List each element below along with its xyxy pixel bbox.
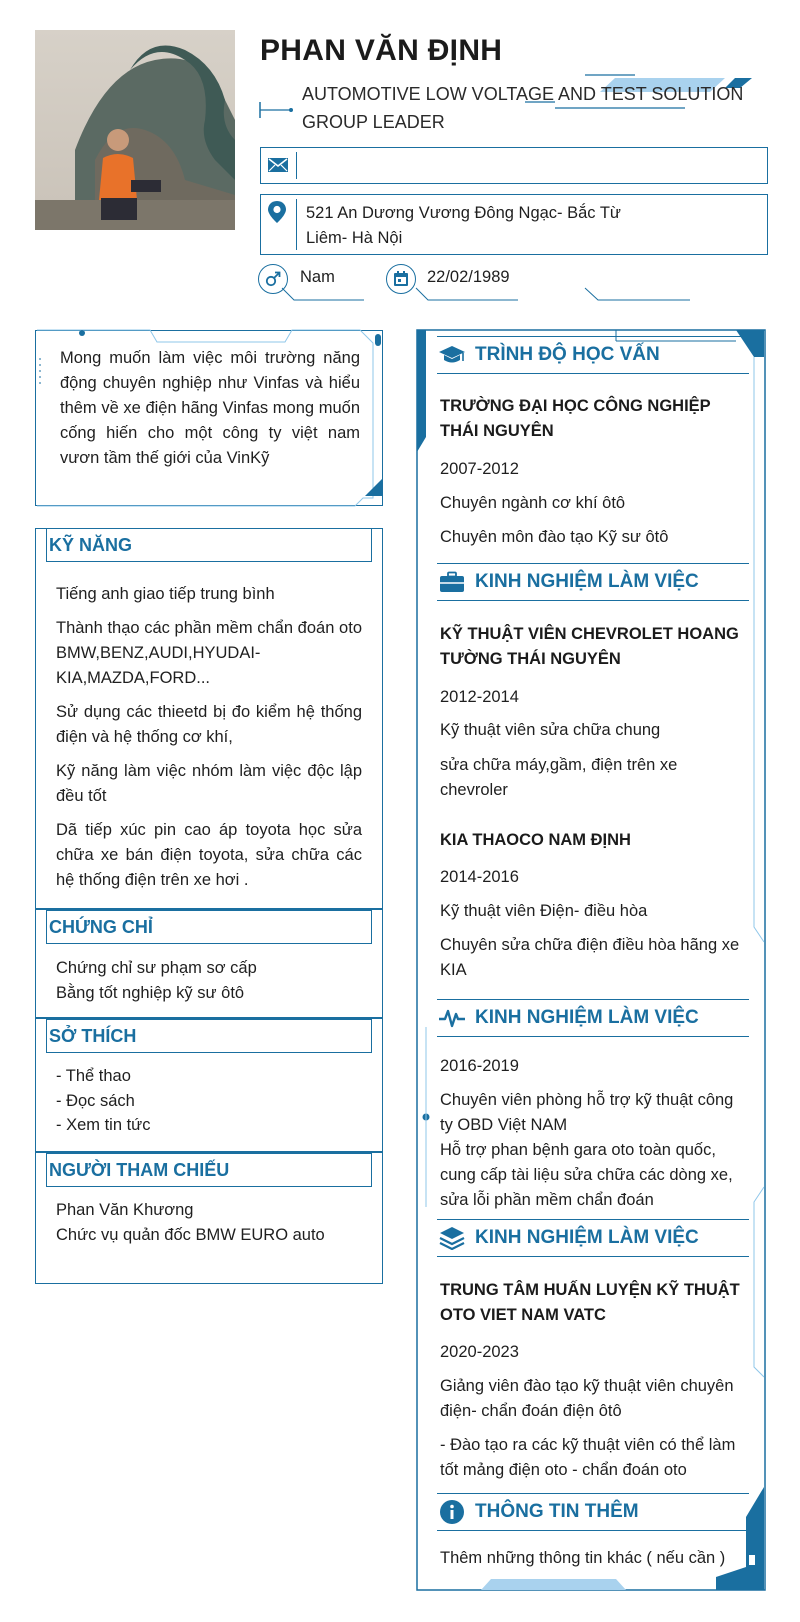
reference-item: Phan Văn Khương <box>56 1201 194 1219</box>
experience-heading-text: KINH NGHIỆM LÀM VIỆC <box>475 1007 699 1028</box>
job-period: 2016-2019 <box>440 1057 519 1075</box>
additional-info-heading <box>437 1493 749 1531</box>
additional-info-heading-text: THÔNG TIN THÊM <box>475 1501 639 1522</box>
skills-list <box>56 582 362 902</box>
education-major: Chuyên ngành cơ khí ôtô <box>440 494 626 512</box>
job-description: Hỗ trợ phan bệnh gara oto toàn quốc, cung cấp tài liệu sửa chữa các dòng xe, sửa lỗi phần mềm chẩn đoán <box>440 1141 733 1209</box>
certificates-list <box>56 956 362 1005</box>
location-pin-icon <box>267 200 287 229</box>
experience-heading-text: KINH NGHIỆM LÀM VIỆC <box>475 571 699 592</box>
school-name: TRƯỜNG ĐẠI HỌC CÔNG NGHIỆP THÁI NGUYÊN <box>440 397 711 440</box>
job-period: 2020-2023 <box>440 1343 519 1361</box>
education-period: 2007-2012 <box>440 460 519 478</box>
job-company: KIA THAOCO NAM ĐỊNH <box>440 831 631 849</box>
job-description: sửa chữa máy,gầm, điện trên xe chevroler <box>440 756 678 799</box>
pulse-icon <box>437 1003 467 1033</box>
experience-heading <box>437 563 749 601</box>
career-objective: Mong muốn làm việc môi trường năng động chuyên nghiệp như Vinfas và hiểu thêm về xe điện hãng Vinfas mong muốn cống hiến cho một công ty việt nam vươn tầm thế giới của VinKỹ <box>60 349 360 467</box>
candidate-name: PHAN VĂN ĐỊNH <box>260 34 503 67</box>
job-company: TRUNG TÂM HUẤN LUYỆN KỸ THUẬT OTO VIET NAM VATC <box>440 1281 740 1324</box>
job-description: Chuyên viên phòng hỗ trợ kỹ thuật công ty OBD Việt NAM <box>440 1091 734 1134</box>
education-heading <box>437 336 749 374</box>
experience-heading-text: KINH NGHIỆM LÀM VIỆC <box>475 1227 699 1248</box>
certificates-heading: CHỨNG CHỈ <box>46 910 372 944</box>
certificate-item: Bằng tốt nghiệp kỹ sư ôtô <box>56 983 245 1002</box>
job-title: AUTOMOTIVE LOW VOLTAGE AND TEST SOLUTION GROUP LEADER <box>302 84 744 132</box>
hobby-item: - Thể thao <box>56 1067 131 1085</box>
job-period: 2012-2014 <box>440 688 519 706</box>
address-box <box>260 194 768 255</box>
profile-photo <box>35 30 235 230</box>
job-description: - Đào tạo ra các kỹ thuật viên có thể làm tốt mảng điện oto - chẩn đoán oto <box>440 1436 736 1479</box>
hobby-item: - Xem tin tức <box>56 1116 151 1134</box>
experience-heading <box>437 999 749 1037</box>
address-text: 521 An Dương Vương Đông Ngạc- Bắc Từ Liêm- Hà Nội <box>306 204 621 247</box>
education-detail: Chuyên môn đào tạo Kỹ sư ôtô <box>440 528 669 546</box>
skill-item: Thành thạo các phần mềm chẩn đoán oto BMW,BENZ,AUDI,HYUDAI-KIA,MAZDA,FORD... <box>56 619 362 687</box>
hobbies-heading: SỞ THÍCH <box>46 1019 372 1053</box>
skill-item: Kỹ năng làm việc nhóm làm việc độc lập đều tốt <box>56 762 362 805</box>
contact-underline-decoration <box>280 286 700 306</box>
certificate-item: Chứng chỉ sư phạm sơ cấp <box>56 959 257 977</box>
job-role: Kỹ thuật viên Điện- điều hòa <box>440 902 648 920</box>
gender-value: Nam <box>300 268 335 286</box>
references-list <box>56 1198 362 1247</box>
hobbies-list <box>56 1064 362 1138</box>
references-heading: NGƯỜI THAM CHIẾU <box>46 1153 372 1187</box>
education-heading-text: TRÌNH ĐỘ HỌC VẤN <box>475 344 660 365</box>
layers-icon <box>437 1223 467 1253</box>
job-period: 2014-2016 <box>440 868 519 886</box>
job-role: Kỹ thuật viên sửa chữa chung <box>440 721 661 739</box>
info-icon <box>437 1497 467 1527</box>
birthday-value: 22/02/1989 <box>427 268 510 286</box>
skill-item: Sử dụng các thieetd bị đo kiểm hệ thống điện và hệ thống cơ khí, <box>56 703 362 746</box>
hobby-item: - Đọc sách <box>56 1091 135 1110</box>
graduation-cap-icon <box>437 340 467 370</box>
email-box <box>260 147 768 184</box>
mail-icon <box>267 155 289 180</box>
briefcase-icon <box>437 567 467 597</box>
job-company: KỸ THUẬT VIÊN CHEVROLET HOANG TƯỜNG THÁI NGUYÊN <box>440 625 739 668</box>
additional-info-text: Thêm những thông tin khác ( nếu cần ) <box>440 1549 726 1567</box>
job-description: Chuyên sửa chữa điện điều hòa hãng xe KIA <box>440 936 740 979</box>
skill-item: Tiếng anh giao tiếp trung bình <box>56 585 275 603</box>
skills-heading: KỸ NĂNG <box>46 528 372 562</box>
skill-item: Dã tiếp xúc pin cao áp toyota học sửa chữa xe bán điện toyota, sửa chữa các hệ thống điện trên xe hơi . <box>56 821 362 889</box>
job-description: Giảng viên đào tạo kỹ thuật viên chuyên điện- chẩn đoán điện ôtô <box>440 1377 734 1420</box>
reference-item: Chức vụ quản đốc BMW EURO auto <box>56 1225 325 1244</box>
experience-heading <box>437 1219 749 1257</box>
